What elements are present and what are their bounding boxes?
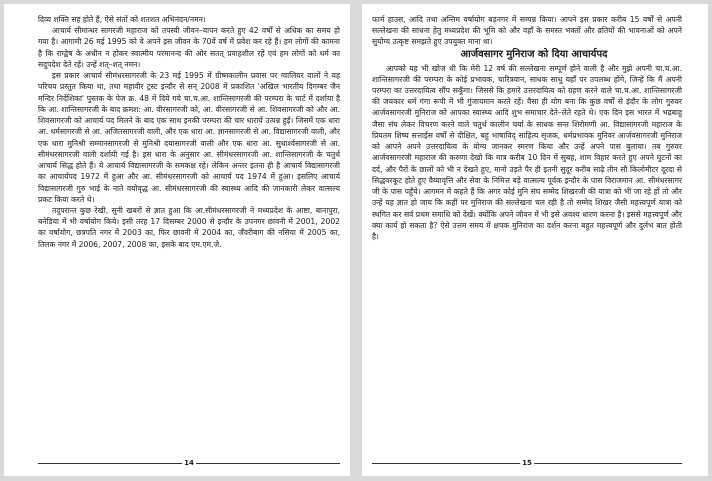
page-number: 14 [184, 459, 194, 467]
left-paragraph-3: इस प्रकार आचार्य सीमंधरसागरजी के 23 मई 1995 में ग्रीष्मकालीन प्रवास पर ग्वालियर वालों ने यह परिचय प्रस्तुत किया था, तथा महावीर ट्रस्ट इन्दौर से सन् 2008 में प्रकाशित 'अखिल भारतीय दिगम्बर जैन मन्दिर निर्देशिका' पुस्तक के पेज क्र. 48 में दिये गये चा.च.आ. शान्तिसागरजी की परम्परा के चार्ट में दर्शाया है कि आ. शान्तिसागरजी के बाद क्रमश: आ. वीरसागरजी को, आ. वीरसागरजी से आ. शिवसागरजी को और आ. शिवसागरजी को आचार्य पद मिलने के बाद एक साथ इनकी परम्परा की चार धारायें उत्पन्न हुईं। जिसमें एक धारा आ. धर्मसागरजी से आ. अजितसागरजी वाली, और एक धारा आ. ज्ञानसागरजी से आ. विद्यासागरजी वाली, और एक धारा मुनिश्री सम्मानसागरजी से मुनिश्री दयासागरजी वाली और एक धारा आ. सुधार्श्वसागरजी से आ. सीमंधरसागरजी वाली दर्शायी गई है। इस धारा के अनुसार आ. सीमंधरसागरजी आ. शान्तिसागरजी के चतुर्थ आचार्य सिद्ध होते हैं। ये आचार्य विद्यासागरजी के समकक्ष रहे। लेकिन अन्तर इतना ही है आचार्य विद्यासागरजी का आचार्यपद 1972 में हुआ और आ. सीमंधरसागरजी को आचार्य पद 1974 में हुआ। इसलिए आचार्य विद्यासागरजी गुरु भाई के नाते वयोवृद्ध आ. सीमंधरसागरजी की स्वास्थ्य आदि की जानकारी लेकर वात्सल्य प्रकट किया करते थे। [38, 71, 340, 204]
left-page [4, 4, 350, 476]
right-page-footer [372, 458, 682, 468]
left-paragraph-4: तदुपरान्त कुछ रेखी, सुनी खबरों से ज्ञात हुआ कि आ.सीमंधरसागरजी ने मध्यप्रदेश के आष्टा, बानापुरा, बनेडिया में भी वर्षायोग किये। इसी तरह 17 दिसम्बर 2000 से इन्दौर के उपनगर छावनी में 2001, 2002 का वर्षायोग, छत्रपति नगर में 2003 का, फिर छावनी में 2004 का, जँवरीबाग की नसिया में 2005 का, तिलक नगर में 2006, 2007, 2008 का, इसके बाद एम.एम.जे. [38, 205, 340, 249]
right-paragraph-1: आपको यह भी खोज थी कि मेरी 12 वर्ष की सल्लेखना सम्पूर्ण होने वाली है और मुझे अपनी चा.च.आ. शान्तिसागरजी की परम्परा के कोई प्रभावक, चारित्रवान, साधक साधु यहाँ पर उपलब्ध होंगे, जिन्हें कि मैं अपनी परम्परा का उत्तरदायित्व सौंप सकूँगा। जिससे कि हमारे उत्तरदायित्व को ग्रहण करने वाले चा.च.आ. शान्तिसागरजी की जयकार धर्म गंगा रूपी में भी गुंजायमान करते रहें। वैसा ही योग बना कि कुछ वर्षों से इंदौर के लोग गुरुवर आर्जवसागरजी मुनिराज को आपका स्वास्थ्य आदि शुभ समाचार देते–लेते रहते थे। एक दिन इस भारत में भद्रबाहु जैसा संघ लेकर विचरण करने वाले चतुर्थ कालीन चर्या के साधक सन्त शिरोमणी आ. विद्यासागरजी महाराज के प्रियतम शिष्य सत्ताईस वर्षों से दीक्षित, बहु भाषाविद् साहित्य सृजक, धर्मप्रभावक मुनिवर आर्जवसागरजी मुनिराज को आपने अपने उत्तरदायित्व के योग्य जानकर स्मरण किया और उन्हें अपने पास बुलाया। तब गुरुवर आर्जवसागरजी महाराज की करुणा देखो कि मात्र करीब 10 दिन में सुबह, शाम विहार करते हुए अपने घुटनों का दर्द, और पैरों के छालों को भी न देखते हुए, मानो उड़ते पैर ही इतनी सुदूर करीब साढ़े तीन सौ किलोमीटर दूरदा से सिद्धवरकूट होते हुए वैय्यावृत्ति और सेवा के निमित्त बड़े वात्सल्य पूर्वक इन्दौर के पास विराजमान आ. सीमंधरसागर जी के पास पहुँचे। आगमन में कहते हैं कि अगर कोई मुनि संघ सम्मेद शिखरजी की यात्रा को भी जा रहे हों तो और उन्हें यह ज्ञात हो जाय कि कहीं पर मुनिराज की सल्लेखना चल रही है तो सम्मेद शिखर जैसी महत्त्वपूर्ण यात्रा को स्थगित कर सर्व प्रथम समाधि को देखें। क्योंकि अपने जीवन में भी इसे अवश्य धारण करना है। इससे महत्त्वपूर्ण और क्या कार्य हो सकता है? ऐसे उत्तम समय में क्षपक मुनिराज का दर्शन करना बहुत महत्त्वपूर्ण और दुर्लभ बात होती है। [372, 63, 682, 242]
right-page-text [372, 14, 682, 454]
right-intro-paragraph: फार्म हाउस, आदि तथा अन्तिम वर्षायोग बड़नगर में सम्पन्न किया। आपने इस प्रकार करीब 15 वर्षों से अपनी सल्लेखना की साधना हेतु मध्यप्रदेश की भूमि को और वहाँ के समस्त भक्तों और व्रतियों की भावनाओं को अपने सुयोग्य उत्कृष्ट समझते हुए उपयुक्त माना था। [372, 15, 682, 47]
page-number: 15 [522, 459, 532, 467]
left-paragraph-2: आचार्य सीमान्धर सागरजी महाराज को तपस्वी जीवन–यापन करते हुए 42 वर्षों से अधिक का समय हो गया है। आगामी 26 मई 1995 को वे अपने इस जीवन के 70वें वर्ष में प्रवेश कर रहे हैं। हम लोगों की कामना है कि राग्द्वेष के अधीन न होकर स्वात्मीय परमानन्द की ओर सतत् प्रवाहशील रहें एवं हम लोगों को धर्म का सदुपदेश देते रहें। उन्हें शत्–शत् नमन। [38, 26, 340, 69]
left-paragraph-1: दिव्य शक्ति सह होते हैं, ऐसे संतों को शतशत अभिनंदन/नमन। [38, 15, 206, 24]
right-page [362, 4, 708, 476]
left-page-footer [38, 458, 340, 468]
left-page-text [38, 14, 340, 454]
section-heading: आर्जवसागर मुनिराज को दिया आचार्यपद [460, 48, 608, 60]
